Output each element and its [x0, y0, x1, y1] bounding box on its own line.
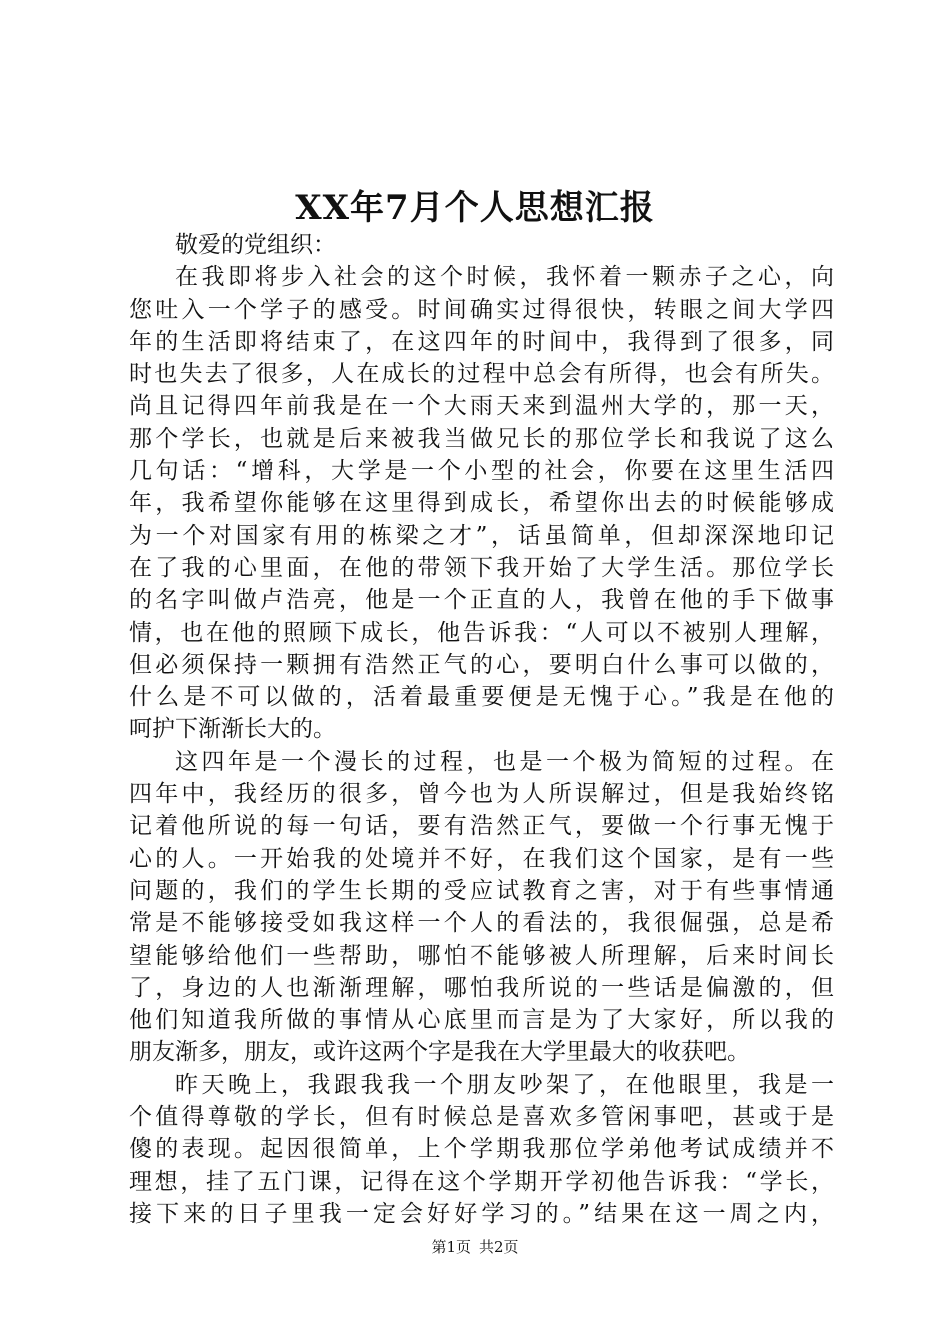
body-line: 接下来的日子里我一定会好好学习的。”结果在这一周之内，: [129, 1200, 834, 1227]
body-line: 常是不能够接受如我这样一个人的看法的，我很倔强，总是希: [129, 910, 834, 937]
document-title: XX年7月个人思想汇报: [295, 188, 655, 228]
body-line: 记着他所说的每一句话，要有浩然正气，要做一个行事无愧于: [129, 813, 834, 840]
body-line: 在我即将步入社会的这个时候，我怀着一颗赤子之心，向: [175, 264, 834, 291]
body-line: 情，也在他的照顾下成长，他告诉我：“人可以不被别人理解，: [129, 619, 834, 646]
body-line: 您吐入一个学子的感受。时间确实过得很快，转眼之间大学四: [129, 296, 834, 323]
body-line: 但必须保持一颗拥有浩然正气的心，要明白什么事可以做的，: [129, 651, 834, 678]
body-line: 了，身边的人也渐渐理解，哪怕我所说的一些话是偏激的，但: [129, 974, 834, 1001]
body-line: 年的生活即将结束了，在这四年的时间中，我得到了很多，同: [129, 328, 834, 355]
body-line: 这四年是一个漫长的过程，也是一个极为简短的过程。在: [175, 748, 834, 775]
body-line: 的名字叫做卢浩亮，他是一个正直的人，我曾在他的手下做事: [129, 587, 834, 614]
body-line: 时也失去了很多，人在成长的过程中总会有所得，也会有所失。: [129, 361, 834, 388]
body-line: 望能够给他们一些帮助，哪怕不能够被人所理解，后来时间长: [129, 942, 834, 969]
body-line: 问题的，我们的学生长期的受应试教育之害，对于有些事情通: [129, 877, 834, 904]
body-line: 尚且记得四年前我是在一个大雨天来到温州大学的，那一天，: [129, 393, 834, 420]
page-number-total: 共2页: [479, 1238, 519, 1256]
body-line: 傻的表现。起因很简单，上个学期我那位学弟他考试成绩并不: [129, 1136, 834, 1163]
body-line: 心的人。一开始我的处境并不好，在我们这个国家，是有一些: [129, 845, 834, 872]
body-line: 呵护下渐渐长大的。: [129, 716, 336, 743]
salutation: 敬爱的党组织：: [175, 232, 336, 258]
body-line: 在了我的心里面，在他的带领下我开始了大学生活。那位学长: [129, 554, 834, 581]
document-body: [129, 229, 834, 1230]
body-line: 为一个对国家有用的栋梁之才”，话虽简单，但却深深地印记: [129, 522, 834, 549]
body-line: 四年中，我经历的很多，曾今也为人所误解过，但是我始终铭: [129, 781, 834, 808]
body-line: 年，我希望你能够在这里得到成长，希望你出去的时候能够成: [129, 490, 834, 517]
body-line: 什么是不可以做的，活着最重要便是无愧于心。”我是在他的: [129, 684, 834, 711]
body-line: 理想，挂了五门课，记得在这个学期开学初他告诉我：“学长，: [129, 1168, 834, 1195]
body-line: 他们知道我所做的事情从心底里而言是为了大家好，所以我的: [129, 1007, 834, 1034]
body-line: 昨天晚上，我跟我我一个朋友吵架了，在他眼里，我是一: [175, 1071, 834, 1098]
body-line: 那个学长，也就是后来被我当做兄长的那位学长和我说了这么: [129, 425, 834, 452]
body-line: 几句话：“增科，大学是一个小型的社会，你要在这里生活四: [129, 458, 834, 485]
body-line: 朋友渐多，朋友，或许这两个字是我在大学里最大的收获吧。: [129, 1039, 750, 1066]
page-number-current: 第1页: [431, 1238, 471, 1256]
body-line: 个值得尊敬的学长，但有时候总是喜欢多管闲事吧，甚或于是: [129, 1104, 834, 1131]
page-footer: [0, 1237, 950, 1257]
